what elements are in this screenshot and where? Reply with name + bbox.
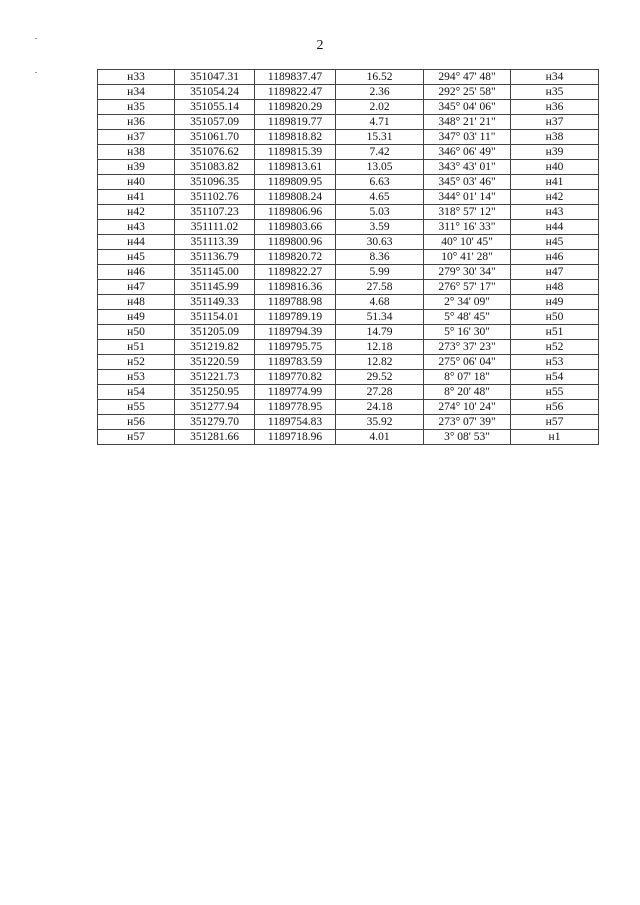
- y-coordinate-cell: 1189837.47: [255, 70, 336, 85]
- bearing-angle-cell: 10° 41' 28": [424, 250, 511, 265]
- distance-cell: 15.31: [336, 130, 424, 145]
- table-row: [98, 175, 599, 190]
- end-point-cell: н49: [511, 295, 599, 310]
- distance-cell: 6.63: [336, 175, 424, 190]
- distance-cell: 16.52: [336, 70, 424, 85]
- end-point-cell: н46: [511, 250, 599, 265]
- distance-cell: 27.28: [336, 385, 424, 400]
- bearing-angle-cell: 40° 10' 45": [424, 235, 511, 250]
- table-row: [98, 430, 599, 445]
- page-number: 2: [316, 38, 324, 53]
- x-coordinate-cell: 351220.59: [175, 355, 255, 370]
- distance-cell: 2.02: [336, 100, 424, 115]
- start-point-cell: н52: [98, 355, 175, 370]
- bearing-angle-cell: 347° 03' 11": [424, 130, 511, 145]
- x-coordinate-cell: 351205.09: [175, 325, 255, 340]
- scan-speck: [35, 38, 37, 39]
- distance-cell: 29.52: [336, 370, 424, 385]
- bearing-angle-cell: 5° 16' 30": [424, 325, 511, 340]
- y-coordinate-cell: 1189789.19: [255, 310, 336, 325]
- distance-cell: 4.68: [336, 295, 424, 310]
- end-point-cell: н56: [511, 400, 599, 415]
- table-row: [98, 340, 599, 355]
- bearing-angle-cell: 3° 08' 53": [424, 430, 511, 445]
- table-row: [98, 370, 599, 385]
- end-point-cell: н44: [511, 220, 599, 235]
- start-point-cell: н34: [98, 85, 175, 100]
- start-point-cell: н50: [98, 325, 175, 340]
- table-row: [98, 130, 599, 145]
- bearing-angle-cell: 273° 37' 23": [424, 340, 511, 355]
- start-point-cell: н44: [98, 235, 175, 250]
- bearing-angle-cell: 276° 57' 17": [424, 280, 511, 295]
- distance-cell: 35.92: [336, 415, 424, 430]
- table-row: [98, 100, 599, 115]
- start-point-cell: н53: [98, 370, 175, 385]
- scan-speck: [35, 72, 37, 73]
- end-point-cell: н34: [511, 70, 599, 85]
- y-coordinate-cell: 1189809.95: [255, 175, 336, 190]
- bearing-angle-cell: 8° 07' 18": [424, 370, 511, 385]
- y-coordinate-cell: 1189754.83: [255, 415, 336, 430]
- table-row: [98, 415, 599, 430]
- bearing-angle-cell: 311° 16' 33": [424, 220, 511, 235]
- bearing-angle-cell: 5° 48' 45": [424, 310, 511, 325]
- table-row: [98, 235, 599, 250]
- table-row: [98, 220, 599, 235]
- distance-cell: 5.03: [336, 205, 424, 220]
- end-point-cell: н39: [511, 145, 599, 160]
- start-point-cell: н42: [98, 205, 175, 220]
- table-row: [98, 355, 599, 370]
- bearing-angle-cell: 345° 04' 06": [424, 100, 511, 115]
- x-coordinate-cell: 351061.70: [175, 130, 255, 145]
- table-row: [98, 115, 599, 130]
- start-point-cell: н33: [98, 70, 175, 85]
- table-row: [98, 70, 599, 85]
- y-coordinate-cell: 1189806.96: [255, 205, 336, 220]
- table-row: [98, 280, 599, 295]
- start-point-cell: н45: [98, 250, 175, 265]
- bearing-angle-cell: 2° 34' 09": [424, 295, 511, 310]
- y-coordinate-cell: 1189778.95: [255, 400, 336, 415]
- bearing-angle-cell: 292° 25' 58": [424, 85, 511, 100]
- table-body: [98, 70, 599, 445]
- x-coordinate-cell: 351102.76: [175, 190, 255, 205]
- x-coordinate-cell: 351111.02: [175, 220, 255, 235]
- distance-cell: 7.42: [336, 145, 424, 160]
- bearing-angle-cell: 273° 07' 39": [424, 415, 511, 430]
- y-coordinate-cell: 1189815.39: [255, 145, 336, 160]
- end-point-cell: н55: [511, 385, 599, 400]
- x-coordinate-cell: 351047.31: [175, 70, 255, 85]
- bearing-angle-cell: 8° 20' 48": [424, 385, 511, 400]
- table-row: [98, 190, 599, 205]
- start-point-cell: н43: [98, 220, 175, 235]
- end-point-cell: н38: [511, 130, 599, 145]
- bearing-angle-cell: 294° 47' 48": [424, 70, 511, 85]
- y-coordinate-cell: 1189808.24: [255, 190, 336, 205]
- distance-cell: 3.59: [336, 220, 424, 235]
- distance-cell: 4.01: [336, 430, 424, 445]
- distance-cell: 2.36: [336, 85, 424, 100]
- start-point-cell: н57: [98, 430, 175, 445]
- y-coordinate-cell: 1189819.77: [255, 115, 336, 130]
- end-point-cell: н53: [511, 355, 599, 370]
- end-point-cell: н42: [511, 190, 599, 205]
- end-point-cell: н48: [511, 280, 599, 295]
- table-row: [98, 325, 599, 340]
- start-point-cell: н46: [98, 265, 175, 280]
- start-point-cell: н56: [98, 415, 175, 430]
- y-coordinate-cell: 1189816.36: [255, 280, 336, 295]
- table-row: [98, 385, 599, 400]
- table-row: [98, 160, 599, 175]
- x-coordinate-cell: 351076.62: [175, 145, 255, 160]
- y-coordinate-cell: 1189822.47: [255, 85, 336, 100]
- y-coordinate-cell: 1189794.39: [255, 325, 336, 340]
- bearing-angle-cell: 279° 30' 34": [424, 265, 511, 280]
- bearing-angle-cell: 343° 43' 01": [424, 160, 511, 175]
- y-coordinate-cell: 1189770.82: [255, 370, 336, 385]
- y-coordinate-cell: 1189822.27: [255, 265, 336, 280]
- table-row: [98, 145, 599, 160]
- bearing-angle-cell: 348° 21' 21": [424, 115, 511, 130]
- y-coordinate-cell: 1189820.72: [255, 250, 336, 265]
- distance-cell: 30.63: [336, 235, 424, 250]
- y-coordinate-cell: 1189818.82: [255, 130, 336, 145]
- x-coordinate-cell: 351054.24: [175, 85, 255, 100]
- table-row: [98, 250, 599, 265]
- end-point-cell: н52: [511, 340, 599, 355]
- x-coordinate-cell: 351057.09: [175, 115, 255, 130]
- y-coordinate-cell: 1189774.99: [255, 385, 336, 400]
- distance-cell: 51.34: [336, 310, 424, 325]
- table-row: [98, 205, 599, 220]
- end-point-cell: н35: [511, 85, 599, 100]
- table-row: [98, 400, 599, 415]
- bearing-angle-cell: 275° 06' 04": [424, 355, 511, 370]
- start-point-cell: н47: [98, 280, 175, 295]
- x-coordinate-cell: 351083.82: [175, 160, 255, 175]
- y-coordinate-cell: 1189813.61: [255, 160, 336, 175]
- y-coordinate-cell: 1189803.66: [255, 220, 336, 235]
- end-point-cell: н57: [511, 415, 599, 430]
- end-point-cell: н41: [511, 175, 599, 190]
- end-point-cell: н43: [511, 205, 599, 220]
- bearing-angle-cell: 346° 06' 49": [424, 145, 511, 160]
- distance-cell: 14.79: [336, 325, 424, 340]
- table-row: [98, 265, 599, 280]
- start-point-cell: н37: [98, 130, 175, 145]
- bearing-angle-cell: 318° 57' 12": [424, 205, 511, 220]
- x-coordinate-cell: 351281.66: [175, 430, 255, 445]
- x-coordinate-cell: 351154.01: [175, 310, 255, 325]
- y-coordinate-cell: 1189820.29: [255, 100, 336, 115]
- table-row: [98, 295, 599, 310]
- x-coordinate-cell: 351149.33: [175, 295, 255, 310]
- start-point-cell: н51: [98, 340, 175, 355]
- end-point-cell: н36: [511, 100, 599, 115]
- end-point-cell: н54: [511, 370, 599, 385]
- distance-cell: 27.58: [336, 280, 424, 295]
- end-point-cell: н37: [511, 115, 599, 130]
- start-point-cell: н49: [98, 310, 175, 325]
- end-point-cell: н51: [511, 325, 599, 340]
- bearing-angle-cell: 345° 03' 46": [424, 175, 511, 190]
- table-row: [98, 310, 599, 325]
- y-coordinate-cell: 1189783.59: [255, 355, 336, 370]
- x-coordinate-cell: 351136.79: [175, 250, 255, 265]
- distance-cell: 13.05: [336, 160, 424, 175]
- bearing-angle-cell: 344° 01' 14": [424, 190, 511, 205]
- bearing-angle-cell: 274° 10' 24": [424, 400, 511, 415]
- x-coordinate-cell: 351145.99: [175, 280, 255, 295]
- distance-cell: 8.36: [336, 250, 424, 265]
- distance-cell: 5.99: [336, 265, 424, 280]
- x-coordinate-cell: 351096.35: [175, 175, 255, 190]
- end-point-cell: н45: [511, 235, 599, 250]
- start-point-cell: н38: [98, 145, 175, 160]
- distance-cell: 4.71: [336, 115, 424, 130]
- table-row: [98, 85, 599, 100]
- y-coordinate-cell: 1189788.98: [255, 295, 336, 310]
- start-point-cell: н36: [98, 115, 175, 130]
- distance-cell: 24.18: [336, 400, 424, 415]
- end-point-cell: н47: [511, 265, 599, 280]
- x-coordinate-cell: 351221.73: [175, 370, 255, 385]
- end-point-cell: н50: [511, 310, 599, 325]
- boundary-coordinates-table: [97, 69, 599, 445]
- start-point-cell: н35: [98, 100, 175, 115]
- distance-cell: 12.18: [336, 340, 424, 355]
- y-coordinate-cell: 1189795.75: [255, 340, 336, 355]
- end-point-cell: н1: [511, 430, 599, 445]
- start-point-cell: н39: [98, 160, 175, 175]
- distance-cell: 4.65: [336, 190, 424, 205]
- x-coordinate-cell: 351279.70: [175, 415, 255, 430]
- start-point-cell: н41: [98, 190, 175, 205]
- x-coordinate-cell: 351055.14: [175, 100, 255, 115]
- y-coordinate-cell: 1189718.96: [255, 430, 336, 445]
- x-coordinate-cell: 351145.00: [175, 265, 255, 280]
- x-coordinate-cell: 351113.39: [175, 235, 255, 250]
- x-coordinate-cell: 351107.23: [175, 205, 255, 220]
- end-point-cell: н40: [511, 160, 599, 175]
- start-point-cell: н48: [98, 295, 175, 310]
- x-coordinate-cell: 351277.94: [175, 400, 255, 415]
- y-coordinate-cell: 1189800.96: [255, 235, 336, 250]
- start-point-cell: н54: [98, 385, 175, 400]
- x-coordinate-cell: 351250.95: [175, 385, 255, 400]
- start-point-cell: н40: [98, 175, 175, 190]
- x-coordinate-cell: 351219.82: [175, 340, 255, 355]
- start-point-cell: н55: [98, 400, 175, 415]
- distance-cell: 12.82: [336, 355, 424, 370]
